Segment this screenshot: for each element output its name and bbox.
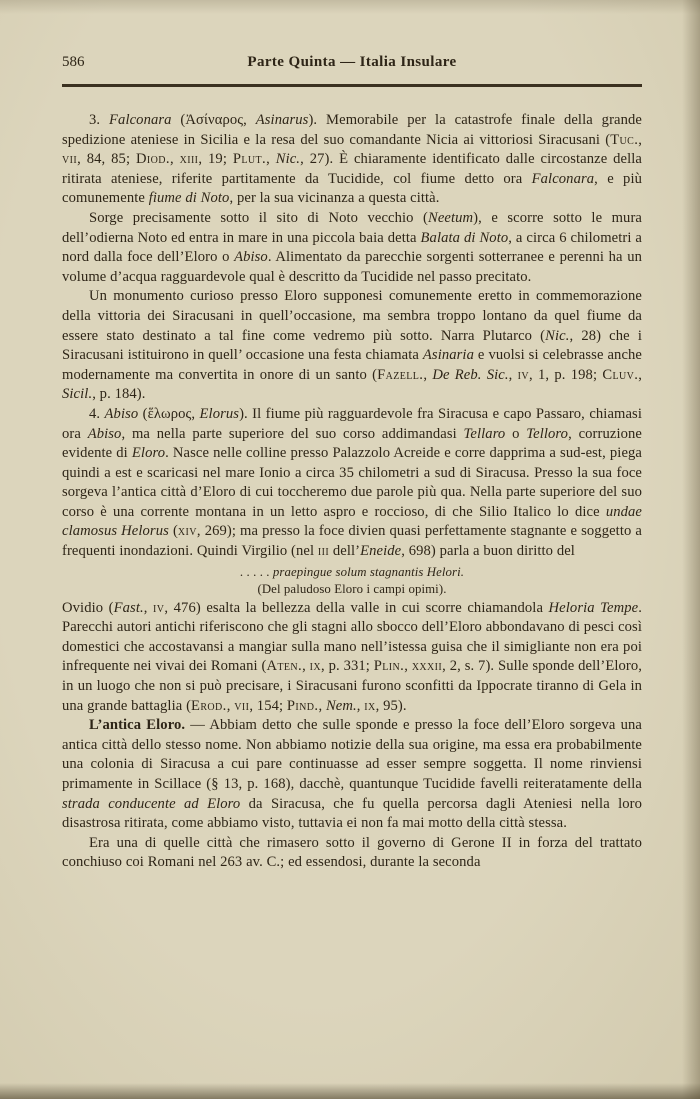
- text-run: Telloro: [526, 425, 569, 442]
- text-run: , 269); ma presso la foce divien quasi perfettamente stagnante e soggetto a frequenti inondazioni. Quindi Virgilio (nel: [62, 523, 643, 560]
- text-run: . . . . .: [239, 564, 273, 579]
- text-run: vii: [62, 151, 78, 168]
- text-run: fiume di Noto: [148, 190, 230, 207]
- text-run: ), e scorre sotto le mura dell’odierna Noto ed entra in mare in una piccola baia detta: [62, 209, 642, 246]
- text-run: , 19;: [198, 151, 233, 168]
- page-number: 586: [62, 54, 85, 70]
- text-run: xiii: [179, 151, 199, 168]
- text-run: , 95).: [375, 697, 407, 714]
- text-run: ,: [423, 366, 433, 383]
- text-run: 4.: [89, 405, 105, 422]
- text-run: — Abbiam detto che sulle sponde e presso la foce dell’Eloro sorgeva una antica città dello stesso nome. Non abbiamo notizie della sua origine, ma essa era probabilmente una colonia di Siracusa a cui pare continuasse ad esser sempre soggetta. Il nome rinviensi primamente in Scillace (§ 13, p. 168), dacchè, quantunque Tucidide favelli reiteratamente della: [62, 717, 642, 792]
- text-run: , 2, s. 7). Sulle sponde dell’Eloro, in un luogo che non si può precisare, i Siracusani furono sconfitti da Ippocrate tiranno di Gela in una grande battaglia (: [62, 658, 643, 714]
- text-run: ,: [404, 658, 412, 675]
- text-run: Nic.: [275, 151, 301, 168]
- text-run: Tuc.: [610, 131, 639, 148]
- text-run: Ovidio (: [62, 599, 114, 616]
- text-run: , ma nella parte superiore del suo corso addimandasi: [121, 425, 464, 442]
- page-header: [62, 54, 642, 78]
- text-run: Eloro: [131, 445, 166, 462]
- text-run: vii: [234, 697, 250, 714]
- page-content: [62, 54, 642, 873]
- paragraph-era-una: [62, 834, 642, 873]
- text-run: Nem.: [325, 697, 357, 714]
- text-run: . Nasce nelle colline presso Palazzolo Acreide e corre dapprima a sud-est, piega quindi a est e scaricasi nel mare Ionio a circa 35 chilometri a sud di Siracusa. Presso la sua foce sorgeva l’antica città d’Eloro di cui toccheremo due parole più qua. Nella parte superiore del suo corso è una corrente montana in un letto aspro e roccioso, di che Silio Italico lo dice: [62, 445, 643, 520]
- text-run: , per la sua vicinanza a questa città.: [229, 190, 440, 207]
- text-run: ,: [318, 697, 326, 714]
- text-run: ix: [364, 697, 376, 714]
- text-run: iii: [317, 543, 330, 560]
- text-run: xxxii: [411, 658, 443, 675]
- text-run: . Alimentato da parecchie sorgenti sotterranee e perenni ha un volume d’acqua ragguardevole qual è descritto da Tucidide nel passo precitato.: [62, 249, 643, 285]
- paragraph-falconara: [62, 111, 642, 209]
- text-run: , 476) esalta la bellezza della valle in cui scorre chiamandola: [164, 599, 549, 616]
- text-run: Aten.: [266, 658, 303, 675]
- text-run: Diod.: [135, 151, 170, 168]
- text-run: Tellaro: [463, 425, 506, 442]
- text-run: ). Il fiume più ragguardevole fra Siracusa e capo Passaro, chiamasi ora: [62, 405, 642, 442]
- text-run: Plut.: [232, 151, 267, 168]
- text-run: ,: [508, 366, 518, 383]
- text-run: Eneide: [360, 543, 402, 560]
- text-run: , 28) che i Siracusani istituirono in quell’ occasione una festa chiamata: [62, 327, 642, 364]
- text-run: ,: [266, 151, 276, 168]
- text-run: Asinarus: [255, 112, 309, 128]
- text-run: Fast.: [113, 599, 144, 616]
- text-run: , 154;: [249, 697, 287, 714]
- quote-translation: [62, 581, 642, 599]
- text-run: . Parecchi autori antichi riferiscono che gli stagni allo sbocco dell’Eloro abbondavano di pesci così domestici che accostavansi a mangiar sulla mano nell’istessa guisa che il simigliante non era poi infrequente nei vivai dei Romani (: [62, 599, 642, 675]
- paragraph-sorge: [62, 209, 642, 287]
- text-run: praepingue solum stagnantis Helori.: [272, 564, 465, 579]
- text-run: Falconara: [531, 170, 595, 187]
- text-run: , 27). È chiaramente identificato dalle circostanze della ritirata ateniese, riferite partitamente da Tucidide, col fiume detto ora: [62, 151, 643, 187]
- text-run: ,: [302, 658, 310, 675]
- text-run: ). Memorabile per la catastrofe finale della grande spedizione ateniese in Sicilia e la resa del suo comandante Nicia ai vittoriosi Siracusani (: [62, 112, 642, 148]
- text-run: Erod.: [191, 697, 227, 714]
- text-run: ,: [226, 697, 235, 714]
- text-run: iv: [517, 366, 529, 383]
- text-run: strada conducente ad Eloro: [62, 795, 241, 812]
- text-run: ix: [309, 658, 322, 675]
- text-run: dell’: [329, 543, 361, 560]
- text-run: Fazell.: [377, 366, 424, 383]
- text-run: , 698) parla a buon diritto del: [401, 543, 575, 560]
- text-run: Heloria Tempe: [548, 599, 639, 616]
- text-run: , corruzione evidente di: [62, 425, 642, 462]
- text-run: Abiso: [87, 425, 122, 442]
- text-run: , 1, p. 198;: [529, 366, 603, 383]
- text-run: Plin.: [373, 658, 405, 675]
- text-run: (Del paludoso Eloro i campi opimi).: [257, 582, 447, 597]
- text-run: (ἕλωρος,: [138, 405, 200, 422]
- text-run: De Reb. Sic.: [432, 366, 509, 383]
- text-run: Era una di quelle città che rimasero sotto il governo di Gerone II in forza del trattato conchiuso coi Romani nel 263 av. C.; ed essendosi, durante la seconda: [62, 834, 642, 871]
- text-run: ,: [638, 366, 643, 383]
- text-run: L’antica Eloro.: [89, 717, 186, 734]
- text-run: ,: [143, 599, 154, 616]
- text-run: , e più comunemente: [62, 170, 643, 207]
- text-run: undae clamosus Helorus: [62, 503, 642, 540]
- text-run: Nic.: [545, 327, 570, 344]
- text-run: (Ἀσίναρος,: [171, 112, 256, 128]
- text-run: xiv: [177, 523, 197, 540]
- text-run: Abiso: [234, 249, 268, 266]
- text-run: Sorge precisamente sotto il sito di Noto vecchio (: [89, 209, 428, 226]
- text-run: o: [505, 425, 527, 442]
- text-run: ,: [169, 151, 180, 168]
- text-run: da Siracusa, che fu quella percorsa dagli Ateniesi nella loro disastrosa ritirata, come abbiamo visto, tuttavia ei non fa mai motto della città stessa.: [62, 795, 642, 832]
- text-run: Falconara: [109, 112, 172, 128]
- running-title: Parte Quinta — Italia Insulare: [247, 54, 457, 70]
- text-run: , a circa 6 chilometri a nord dalla foce dell’Eloro o: [62, 229, 642, 266]
- text-run: e vuolsi si celebrasse anche modernamente ma convertita in onore di un santo (: [62, 347, 642, 383]
- text-run: 3.: [89, 112, 110, 128]
- text-run: , 84, 85;: [77, 151, 136, 168]
- text-run: Elorus: [199, 405, 240, 422]
- text-run: Neetum: [427, 209, 474, 226]
- text-run: (: [168, 523, 178, 540]
- paragraph-antica-eloro: [62, 716, 642, 834]
- quote-latin: [62, 564, 642, 582]
- text-run: Un monumento curioso presso Eloro supponesi comunemente eretto in commemorazione della vittoria dei Siracusani in quell’occasione, ma sembra troppo lontano da quel fiume da essere stato destinato a tal fine come vedremo più sotto. Narra Plutarco (: [62, 288, 642, 344]
- text-run: , p. 184).: [92, 386, 146, 403]
- header-rule: [62, 84, 642, 87]
- text-run: Cluv.: [602, 366, 639, 383]
- text-run: ,: [356, 697, 365, 714]
- text-run: ,: [638, 131, 642, 148]
- text-run: Balata di Noto: [420, 229, 509, 246]
- paragraph-ovidio: [62, 599, 642, 717]
- text-run: iv: [153, 599, 165, 616]
- text-run: , p. 331;: [321, 658, 374, 675]
- text-run: Sicil.: [62, 386, 93, 403]
- paragraph-monumento: [62, 287, 642, 405]
- page-body: [62, 111, 642, 873]
- text-run: Pind.: [286, 697, 319, 714]
- text-run: Abiso: [104, 405, 139, 422]
- text-run: Asinaria: [422, 347, 474, 364]
- paragraph-abiso: [62, 405, 642, 562]
